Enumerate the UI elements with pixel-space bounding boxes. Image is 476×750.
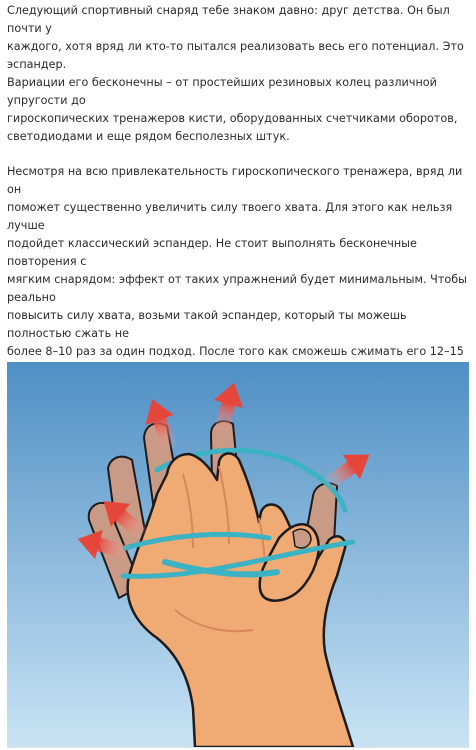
paragraph-1: Следующий спортивный снаряд тебе знаком давно: друг детства. Он был почти у каждого, хотя вряд ли кто-то пытался реализовать весь его потенциал. Это эспандер. Вариации его бесконечны – от простейших резиновых колец различной упругости до гироскопических тренажеров кисти, оборудованных счетчиками оборотов, светодиодами и еще рядом бесполезных штук. xyxy=(7,4,464,143)
paragraph-2: Несмотря на всю привлекательность гироскопического тренажера, вряд ли он поможет существенно увеличить силу твоего хвата. Для этого как нельзя лучше подойдет классический эспандер. Не стоит выполнять бесконечные повторения с мягким снарядом: эффект от таких упражнений будет минимальным. Чтобы реально повысить силу хвата, возьми такой эспандер, который ты можешь полностью сжать не более 8–10 раз за один подход. После того как сможешь сжимать его 12–15 xyxy=(7,165,467,358)
illustration-canvas xyxy=(7,362,469,747)
thumb-nail xyxy=(293,529,311,548)
hand-expander-illustration xyxy=(7,362,469,748)
